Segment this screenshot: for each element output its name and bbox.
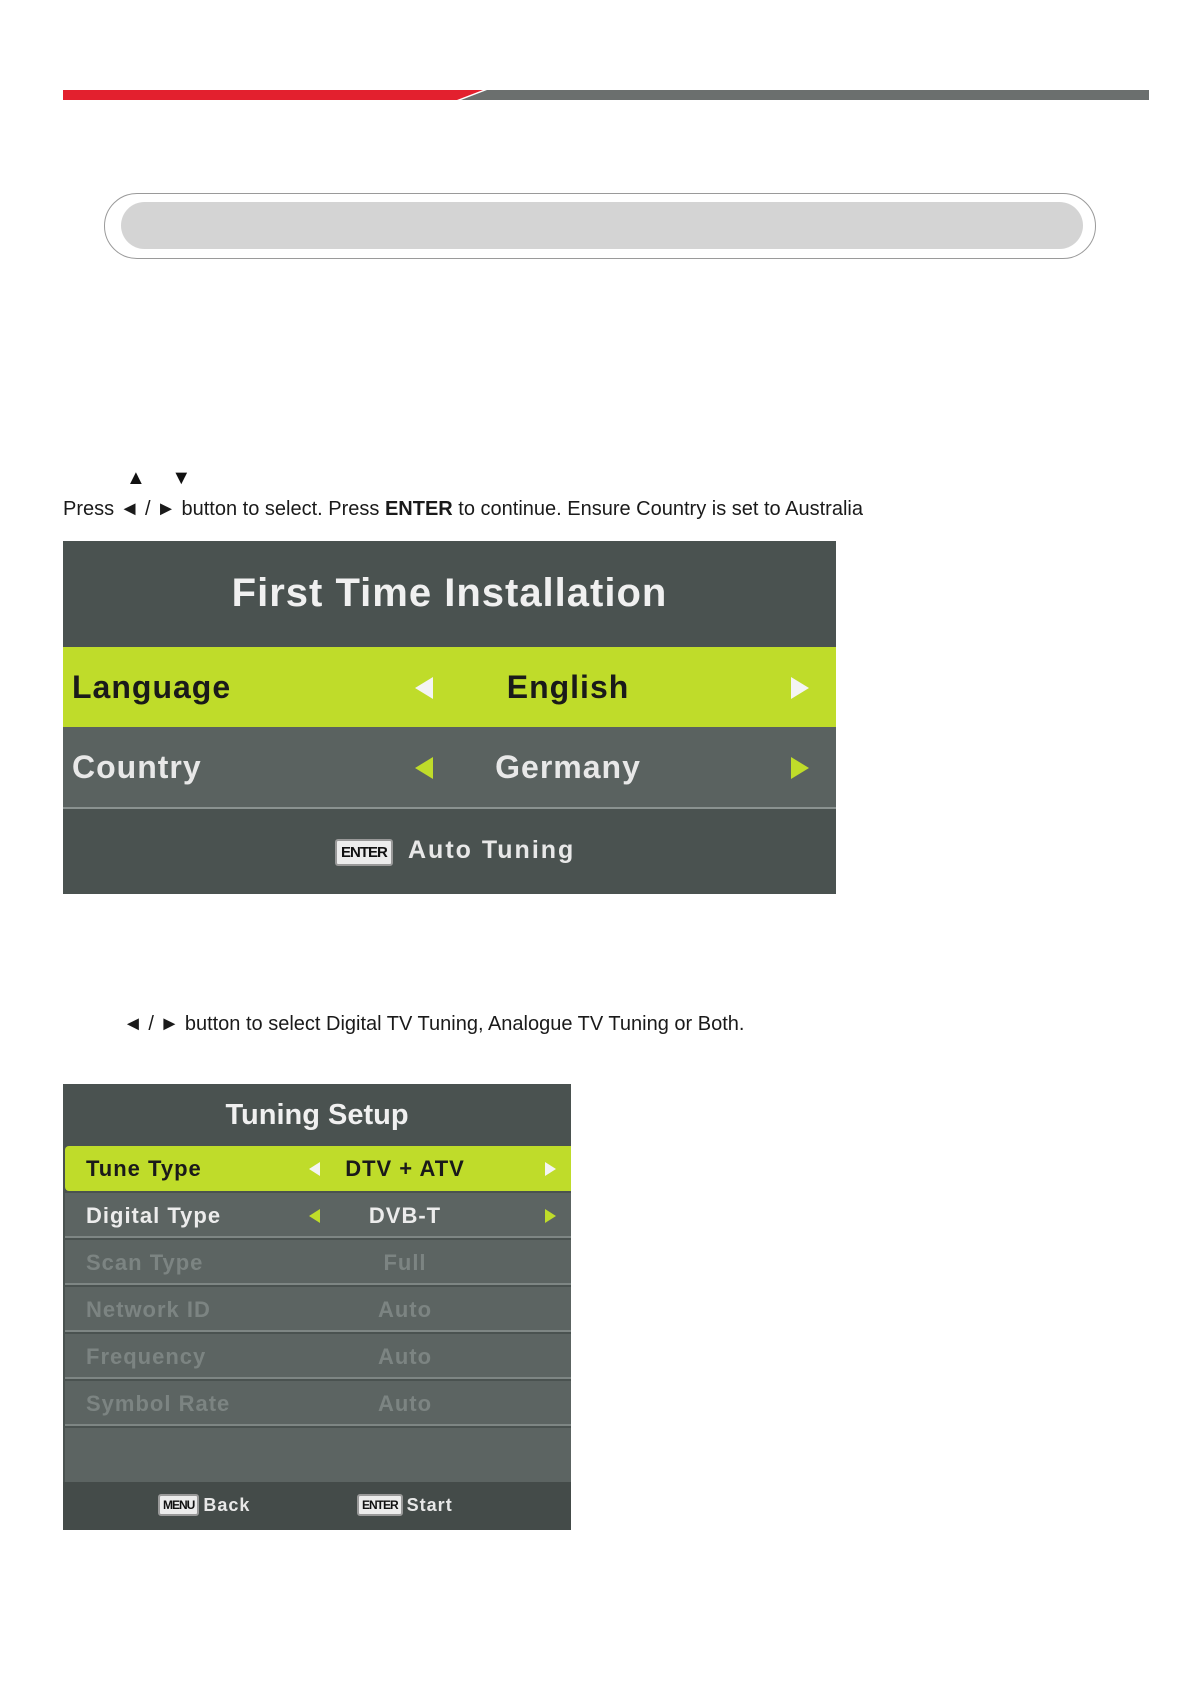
- ts-label: Tune Type: [86, 1156, 202, 1181]
- ts-row-frequency: [65, 1334, 571, 1379]
- fti-footer: [63, 811, 836, 894]
- ts-label: Network ID: [86, 1297, 211, 1322]
- ts-title: Tuning Setup: [225, 1099, 409, 1131]
- instruction-1-post: to continue. Ensure Country is set to Australia: [452, 498, 863, 520]
- ts-label: Digital Type: [86, 1203, 222, 1228]
- ts-row-scan-type: [65, 1240, 571, 1285]
- section-heading-pill: [104, 193, 1096, 259]
- header-color-bar: [63, 90, 1149, 100]
- fti-language-label: Language: [72, 669, 232, 705]
- menu-key-badge: MENU: [158, 1494, 199, 1516]
- right-arrow-icon[interactable]: [791, 757, 809, 779]
- enter-key-badge: ENTER: [335, 839, 393, 866]
- fti-country-value: Germany: [495, 749, 641, 785]
- fti-row-country[interactable]: [63, 727, 836, 809]
- fti-language-value: English: [506, 669, 630, 705]
- auto-tuning-label[interactable]: Auto Tuning: [408, 836, 576, 864]
- ts-row-digital-type[interactable]: [65, 1193, 571, 1238]
- ts-value: Full: [383, 1250, 427, 1275]
- ts-value: DVB-T: [368, 1203, 442, 1228]
- right-arrow-icon[interactable]: [545, 1209, 556, 1223]
- fti-title: First Time Installation: [231, 571, 668, 615]
- ts-value: Auto: [377, 1391, 433, 1416]
- back-hint[interactable]: [158, 1494, 250, 1516]
- ts-footer: [63, 1482, 571, 1530]
- ts-row-symbol-rate: [65, 1381, 571, 1426]
- ts-value: Auto: [377, 1297, 433, 1322]
- ts-value: DTV + ATV: [345, 1156, 465, 1181]
- instruction-1-enter: ENTER: [384, 498, 453, 520]
- ts-row-tune-type[interactable]: [65, 1146, 571, 1191]
- enter-key-badge: ENTER: [357, 1494, 403, 1516]
- ts-row-network-id: [65, 1287, 571, 1332]
- back-label: Back: [203, 1494, 251, 1515]
- ts-label: Scan Type: [86, 1250, 204, 1275]
- start-label: Start: [406, 1494, 453, 1515]
- tuning-setup-screen: [63, 1084, 571, 1530]
- first-time-installation-screen: [63, 541, 836, 894]
- ts-label: Frequency: [86, 1344, 207, 1369]
- fti-country-label: Country: [72, 749, 202, 785]
- instruction-line-2: ◄ / ► button to select Digital TV Tuning, Analogue TV Tuning or Both.: [123, 1013, 745, 1035]
- right-arrow-icon[interactable]: [791, 677, 809, 699]
- up-down-arrows: ▲ ▼: [126, 467, 202, 489]
- section-heading-fill: [121, 202, 1083, 249]
- ts-row-empty: [65, 1428, 571, 1482]
- ts-value: Auto: [377, 1344, 433, 1369]
- fti-row-language[interactable]: [63, 647, 836, 727]
- ts-label: Symbol Rate: [86, 1391, 231, 1416]
- right-arrow-icon[interactable]: [545, 1162, 556, 1176]
- instruction-line-1: [63, 498, 863, 521]
- instruction-1-pre: Press ◄ / ► button to select. Press: [63, 498, 385, 520]
- start-hint[interactable]: [357, 1494, 453, 1516]
